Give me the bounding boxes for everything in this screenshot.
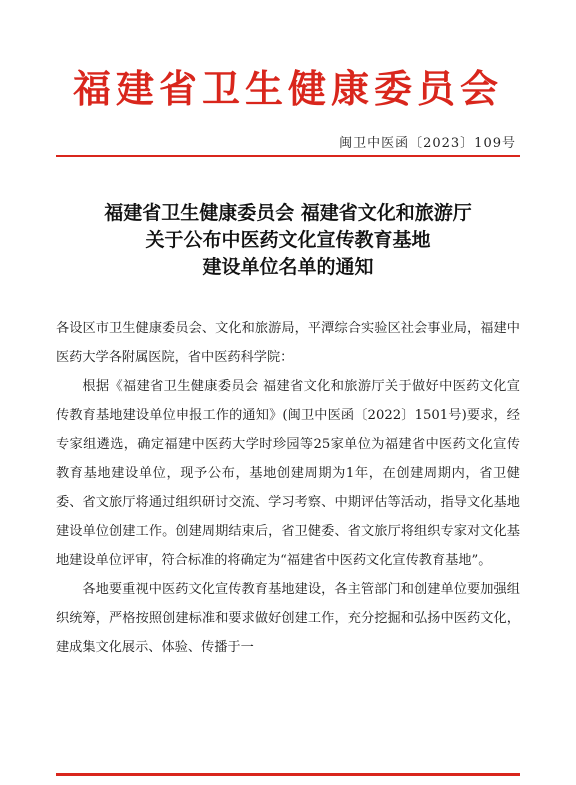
notice-title-line-1: 福建省卫生健康委员会 福建省文化和旅游厅 [104, 202, 472, 224]
issuer-title: 福建省卫生健康委员会 [72, 66, 503, 111]
red-divider-top [56, 155, 520, 157]
document-number: 闽卫中医函〔2023〕109号 [339, 136, 516, 151]
salutation: 各设区市卫生健康委员会、文化和旅游局，平潭综合实验区社会事业局，福建中医药大学各附属医院，省中医药科学院： [56, 321, 520, 365]
notice-body [56, 314, 520, 662]
body-paragraph-2: 各地要重视中医药文化宣传教育基地建设，各主管部门和创建单位要加强组织统筹，严格按照创建标准和要求做好创建工作，充分挖掘和弘扬中医药文化，建成集文化展示、体验、传播于一 [56, 582, 520, 655]
red-divider-bottom [56, 773, 520, 776]
notice-title-line-3: 建设单位名单的通知 [202, 256, 374, 278]
notice-title [0, 200, 576, 281]
body-paragraph-1: 根据《福建省卫生健康委员会 福建省文化和旅游厅关于做好中医药文化宣传教育基地建设单位申报工作的通知》(闽卫中医函〔2022〕1501号)要求，经专家组遴选，确定福建中医药大学时珍园等25家单位为福建省中医药文化宣传教育基地建设单位，现予公布，基地创建周期为1年，在创建周期内，省卫健委、省文旅厅将通过组织研讨交流、学习考察、中期评估等活动，指导文化基地建设单位创建工作。创建周期结束后，省卫健委、省文旅厅将组织专家对文化基地建设单位评审，符合标准的将确定为“福建省中医药文化宣传教育基地”。 [56, 379, 520, 568]
notice-title-line-2: 关于公布中医药文化宣传教育基地 [145, 229, 431, 251]
